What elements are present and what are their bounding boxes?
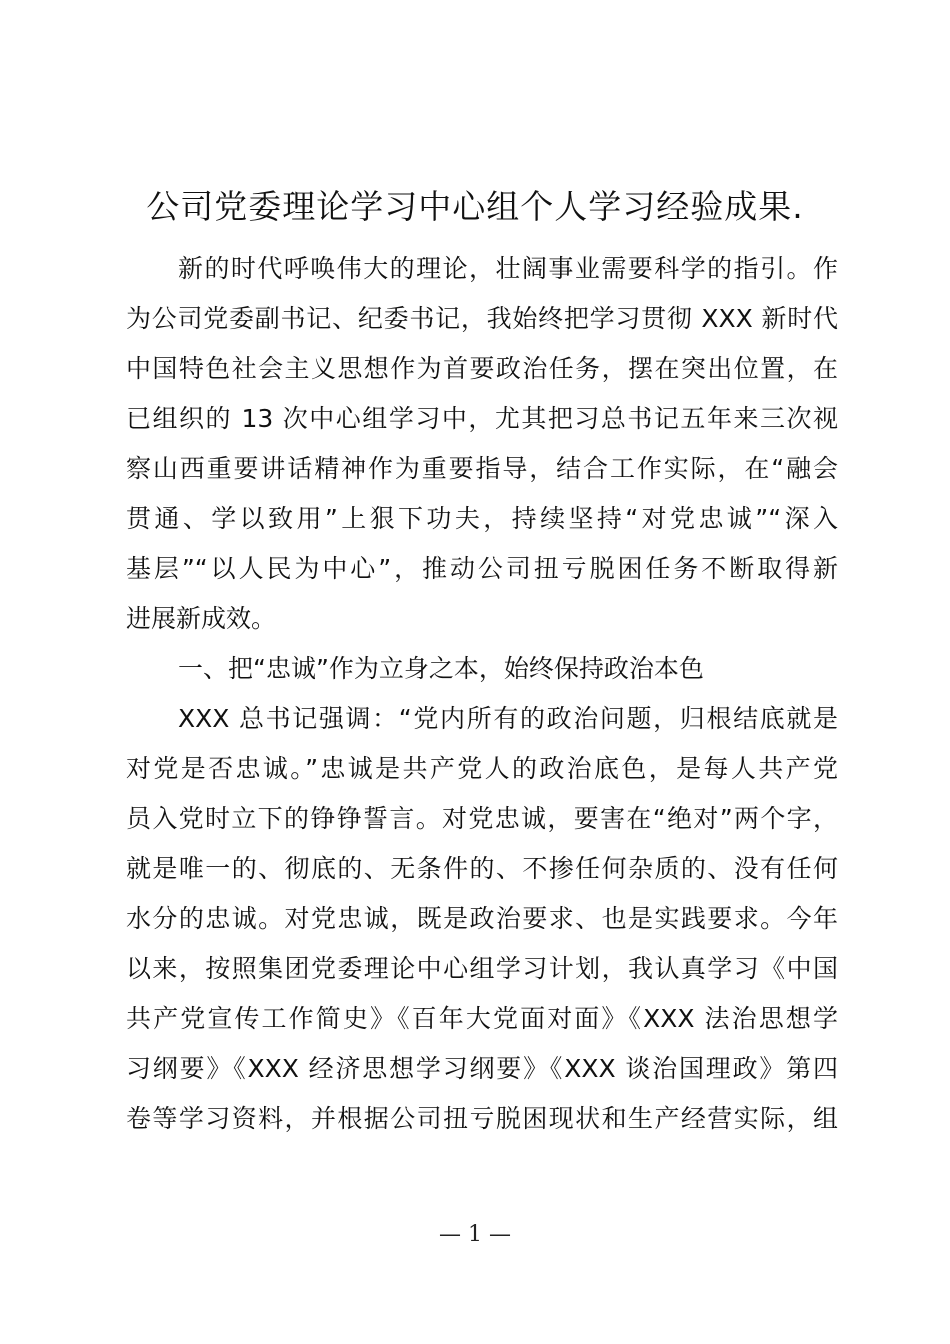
document-title: 公司党委理论学习中心组个人学习经验成果.	[146, 187, 804, 226]
page-number: — 1 —	[439, 1222, 511, 1247]
paragraph-line: 员入党时立下的铮铮誓言。对党忠诚，要害在“绝对”两个字，	[126, 804, 838, 833]
paragraph-line: 共产党宣传工作简史》《百年大党面对面》《XXX 法治思想学	[126, 1004, 838, 1033]
paragraph-line: 习纲要》《XXX 经济思想学习纲要》《XXX 谈治国理政》第四	[126, 1054, 838, 1083]
paragraph-line: 以来，按照集团党委理论中心组学习计划，我认真学习《中国	[126, 954, 838, 983]
paragraph-line: XXX 总书记强调：“党内所有的政治问题，归根结底就是	[178, 704, 838, 733]
paragraph-line: 新的时代呼唤伟大的理论，壮阔事业需要科学的指引。作	[178, 254, 838, 283]
paragraph-line: 已组织的 13 次中心组学习中，尤其把习总书记五年来三次视	[126, 404, 838, 433]
paragraph-line: 为公司党委副书记、纪委书记，我始终把学习贯彻 XXX 新时代	[126, 304, 838, 333]
paragraph-line: 察山西重要讲话精神作为重要指导，结合工作实际，在“融会	[126, 454, 838, 483]
paragraph-line: 中国特色社会主义思想作为首要政治任务，摆在突出位置，在	[126, 354, 838, 383]
paragraph-line: 基层”“以人民为中心”，推动公司扭亏脱困任务不断取得新	[126, 554, 838, 583]
paragraph-line: 就是唯一的、彻底的、无条件的、不掺任何杂质的、没有任何	[126, 854, 838, 883]
paragraph-line: 水分的忠诚。对党忠诚，既是政治要求、也是实践要求。今年	[126, 904, 838, 933]
paragraph-line: 进展新成效。	[126, 604, 277, 633]
paragraph-line: 贯通、学以致用”上狠下功夫，持续坚持“对党忠诚”“深入	[126, 504, 838, 533]
section-heading: 一、把“忠诚”作为立身之本，始终保持政治本色	[178, 654, 704, 683]
paragraph-line: 对党是否忠诚。”忠诚是共产党人的政治底色，是每人共产党	[126, 754, 838, 783]
paragraph-line: 卷等学习资料，并根据公司扭亏脱困现状和生产经营实际，组	[126, 1104, 838, 1133]
